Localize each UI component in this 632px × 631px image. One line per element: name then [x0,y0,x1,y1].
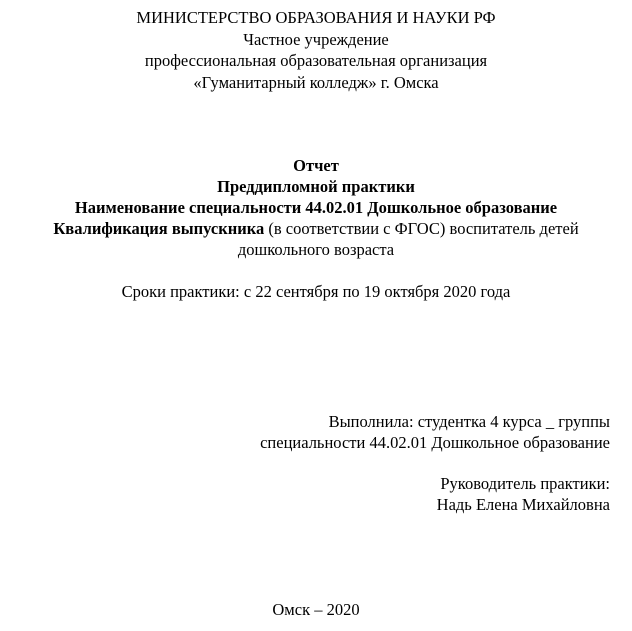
institution-type-line: Частное учреждение [243,29,389,49]
report-type-title: Отчет [293,156,339,175]
institution-kind-line: профессиональная образовательная организация [144,51,488,70]
city-year-footer: Омск – 2020 [272,600,360,619]
qualification-label: Квалификация выпускника [53,219,265,238]
supervisor-label: Руководитель практики: [440,474,610,493]
organization-header [0,7,632,93]
ministry-line: МИНИСТЕРСТВО ОБРАЗОВАНИЯ И НАУКИ РФ [136,8,496,27]
qualification-detail: (в соответствии с ФГОС) воспитатель детей [264,219,579,238]
report-title-block [16,155,616,260]
author-block [0,411,610,453]
qualification-title [16,218,616,239]
specialty-title: Наименование специальности 44.02.01 Дошкольное образование [74,198,558,217]
practice-type-title: Преддипломной практики [217,177,415,196]
qualification-title-continued: дошкольного возраста [237,240,395,259]
supervisor-block [0,473,610,515]
author-line: Выполнила: студентка 4 курса _ группы [328,412,610,431]
author-specialty-line: специальности 44.02.01 Дошкольное образование [260,433,610,452]
practice-dates: Сроки практики: с 22 сентября по 19 октября 2020 года [121,282,511,301]
supervisor-name: Надь Елена Михайловна [436,495,610,514]
college-name-line: «Гуманитарный колледж» г. Омска [193,72,439,92]
